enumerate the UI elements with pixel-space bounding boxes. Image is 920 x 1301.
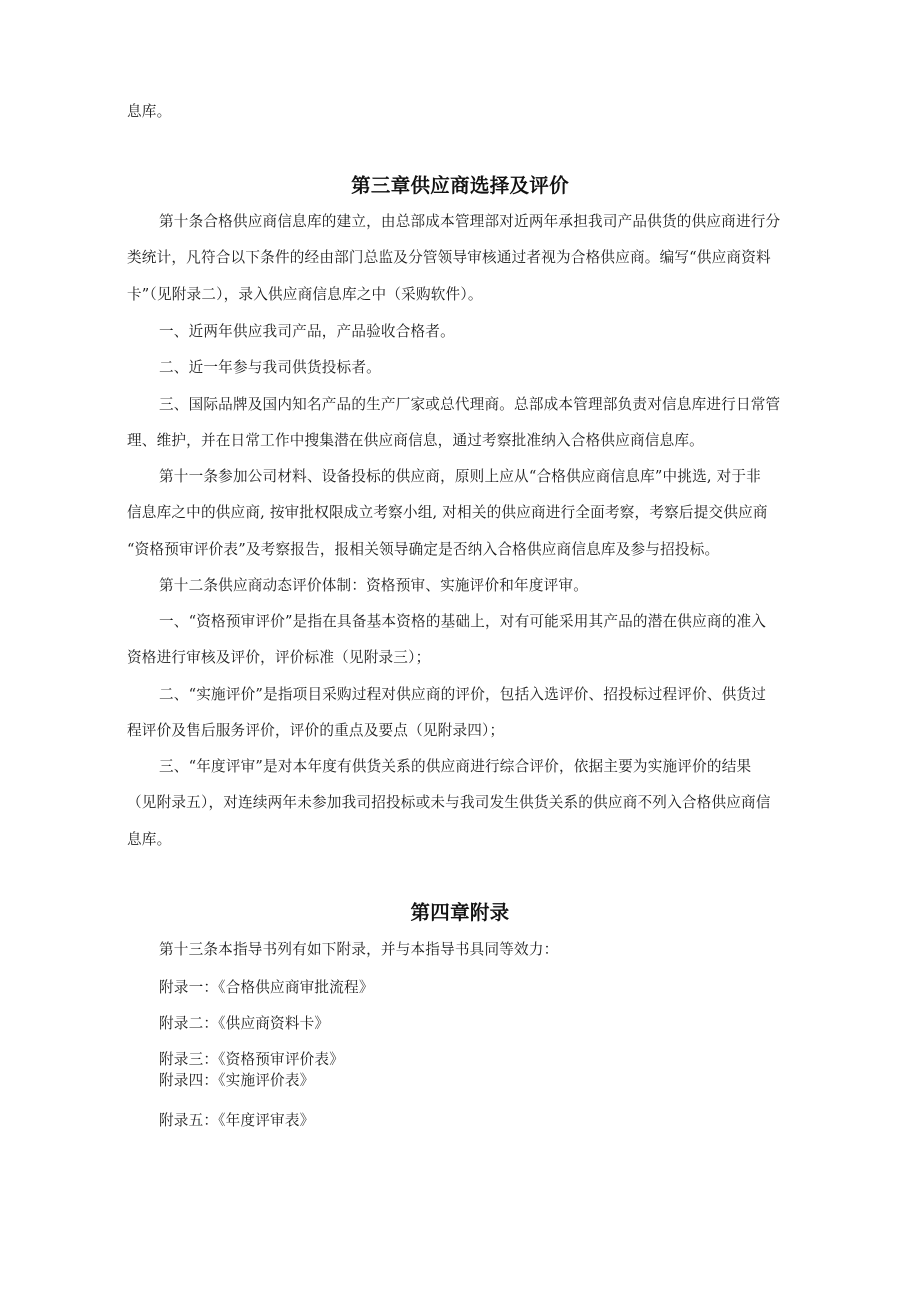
evaluation-3-line-1: 三、“年度评审”是对本年度有供货关系的供应商进行综合评价，依据主要为实施评价的结果 [159,758,752,775]
evaluation-3-line-3: 息库。 [127,831,172,848]
condition-1: 一、近两年供应我司产品，产品验收合格者。 [159,323,455,340]
article-10-line-3: 卡”（见附录二），录入供应商信息库之中（采购软件）。 [127,286,483,303]
condition-3-line-1: 三、国际品牌及国内知名产品的生产厂家或总代理商。总部成本管理部负责对信息库进行日常管 [159,396,781,413]
appendix-item: 附录五：《年度评审表》 [159,1112,315,1129]
evaluation-3-line-2: （见附录五），对连续两年未参加我司招投标或未与我司发生供货关系的供应商不列入合格供应商信 [127,794,771,811]
evaluation-1-line-2: 资格进行审核及评价，评价标准（见附录三）； [127,649,431,666]
paragraph-continuation: 息库。 [127,103,172,120]
article-10-line-2: 类统计，凡符合以下条件的经由部门总监及分管领导审核通过者视为合格供应商。编写“供应商资料 [127,249,771,266]
article-13: 第十三条本指导书列有如下附录，并与本指导书具同等效力： [159,941,559,958]
appendix-item: 附录三：《资格预审评价表》 [159,1051,345,1068]
chapter-4-heading: 第四章附录 [410,901,510,924]
article-11-line-3: “资格预审评价表”及考察报告，报相关领导确定是否纳入合格供应商信息库及参与招投标。 [127,541,720,558]
article-10-line-1: 第十条合格供应商信息库的建立，由总部成本管理部对近两年承担我司产品供货的供应商进行分 [159,213,781,230]
article-11-line-2: 信息库之中的供应商, 按审批权限成立考察小组, 对相关的供应商进行全面考察，考察后提交供应商 [127,504,768,521]
article-12: 第十二条供应商动态评价体制：资格预审、实施评价和年度评审。 [159,577,589,594]
appendix-item: 附录一：《合格供应商审批流程》 [159,979,374,996]
evaluation-2-line-2: 程评价及售后服务评价，评价的重点及要点（见附录四）； [127,722,505,739]
appendix-item: 附录二：《供应商资料卡》 [159,1015,330,1032]
evaluation-2-line-1: 二、“实施评价”是指项目采购过程对供应商的评价，包括入选评价、招投标过程评价、供货过 [159,686,767,703]
condition-2: 二、近一年参与我司供货投标者。 [159,359,381,376]
article-11-line-1: 第十一条参加公司材料、设备投标的供应商，原则上应从“合格供应商信息库”中挑选, 对于非 [159,468,761,485]
chapter-3-heading: 第三章供应商选择及评价 [351,174,569,197]
condition-3-line-2: 理、维护，并在日常工作中搜集潜在供应商信息，通过考察批准纳入合格供应商信息库。 [127,432,704,449]
evaluation-1-line-1: 一、“资格预审评价”是指在具备基本资格的基础上，对有可能采用其产品的潜在供应商的准入 [159,613,767,630]
appendix-item: 附录四：《实施评价表》 [159,1072,315,1089]
